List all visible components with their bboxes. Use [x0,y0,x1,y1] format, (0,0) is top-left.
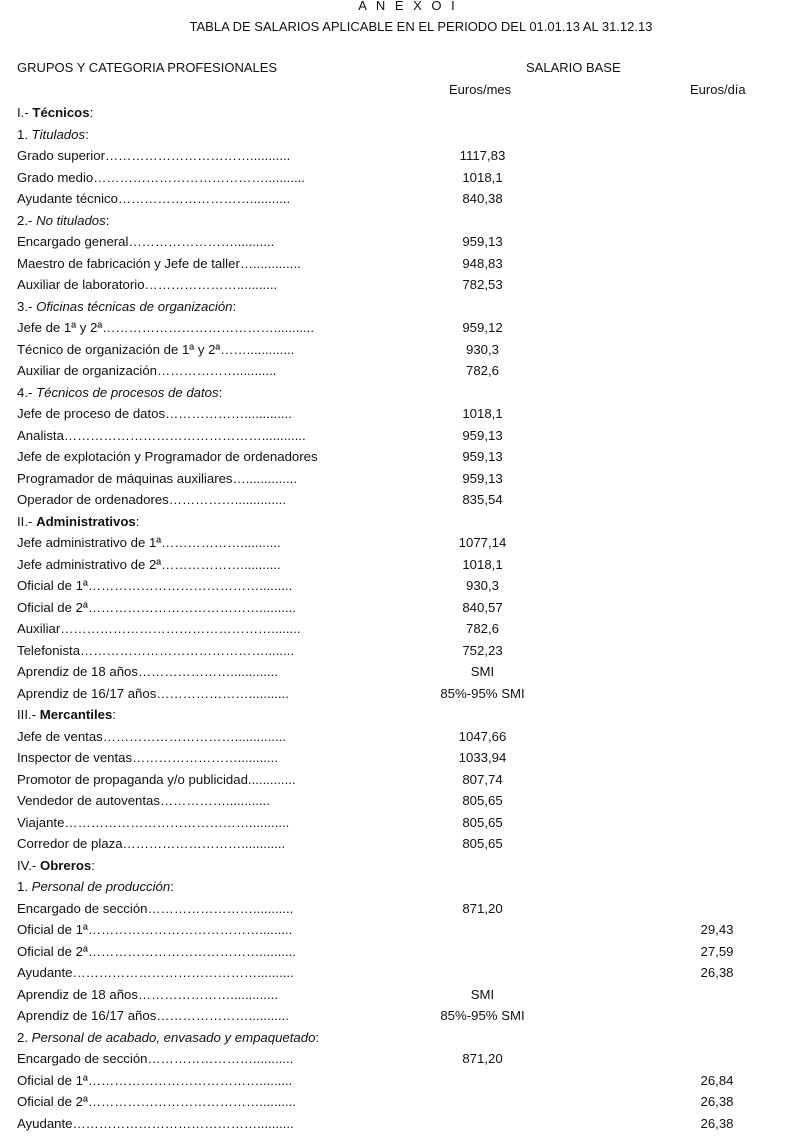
category-label: Ayudante…………………………………….......... [17,1115,294,1131]
table-row [17,941,787,963]
table-row [17,833,787,855]
salary-month-value: 1117,83 [459,148,506,163]
heading-colon: : [89,105,94,120]
salary-month-value: 782,53 [462,277,503,292]
table-row [17,317,787,339]
salary-month-value: 1077,14 [458,535,507,550]
table-row [17,769,787,791]
salary-month-value: 1033,94 [458,750,507,765]
salary-month-value: 805,65 [462,836,503,851]
table-row [17,575,787,597]
heading-text: Mercantiles [39,707,113,722]
category-label: Encargado de sección……………………........... [17,900,294,916]
table-row [17,425,787,447]
subsection-title [17,382,222,404]
category-label: Oficial de 1ª…………………………………......... [17,1072,293,1088]
table-row [17,339,787,361]
table-row [17,618,787,640]
salary-table [17,102,787,1134]
heading-number: 1. [17,126,32,142]
salary-month-value: 835,54 [462,492,503,507]
salary-month-value: 1018,1 [462,556,503,572]
subsection-heading [17,296,787,318]
salary-month-value: 959,13 [462,234,503,249]
category-label: Oficial de 1ª…………………………………......... [17,922,293,937]
subsection-title [17,210,109,232]
table-row [17,446,787,468]
category-label: Jefe administrativo de 2ª………………........... [17,556,281,572]
salary-month-value: 959,13 [462,470,503,486]
salary-month-value: 782,6 [465,621,499,636]
heading-text: Oficinas técnicas de organización [36,298,233,314]
heading-text: Obreros [39,857,92,873]
table-row [17,468,787,490]
heading-text: Técnicos de procesos de datos [36,384,219,400]
heading-text: Administrativos [36,513,136,529]
section-heading [17,511,787,533]
heading-colon: : [112,707,116,722]
subsection-heading [17,210,787,232]
table-row [17,403,787,425]
table-row [17,812,787,834]
table-row [17,898,787,920]
salary-month-value: 871,20 [462,1051,503,1066]
subsection-title [17,1027,319,1049]
annex-title: A N E X O I [358,0,458,13]
table-row [17,1048,787,1070]
salary-month-value: 840,57 [462,599,503,615]
salary-month-value: 959,13 [462,449,503,464]
subsection-title [17,124,89,146]
table-row [17,683,787,705]
salary-month-value: 840,38 [462,191,503,206]
category-label: Oficial de 2ª………………………………….......... [17,599,296,615]
table-row [17,747,787,769]
section-title [17,704,116,726]
category-label: Encargado general……………………........... [17,234,275,249]
category-label: Aprendiz de 16/17 años…………………........... [17,1008,289,1023]
heading-colon: : [170,879,174,894]
subsection-heading [17,124,787,146]
table-row [17,231,787,253]
column-header-groups: GRUPOS Y CATEGORIA PROFESIONALES [17,60,278,75]
category-label: Inspector de ventas……………………........... [17,750,278,765]
category-label: Jefe de 1ª y 2ª…………………………………........... [17,320,315,335]
subsection-heading [17,382,787,404]
category-label: Jefe de proceso de datos………………............. [17,406,292,421]
heading-text: Personal de producción [31,879,171,894]
salary-month-value: 959,13 [462,427,503,443]
table-row [17,253,787,275]
table-title: TABLA DE SALARIOS APLICABLE EN EL PERIODO DEL 01.01.13 AL 31.12.13 [189,19,653,34]
category-label: Viajante……………………………………........... [17,814,290,830]
salary-day-value: 26,84 [700,1072,734,1088]
salary-month-value: SMI [470,986,495,1002]
heading-number: 3.- [17,298,37,314]
category-label: Jefe de explotación y Programador de ordenadores [17,449,318,464]
table-row [17,360,787,382]
salary-month-value: 959,12 [462,320,503,335]
table-row [17,274,787,296]
salary-month-value: 1018,1 [462,169,503,185]
category-label: Auxiliar…………………………………………........ [17,621,301,636]
table-row [17,1091,787,1113]
section-title [17,855,95,877]
salary-day-value: 26,38 [700,965,734,980]
heading-number: IV.- [17,857,40,873]
category-label: Oficial de 2ª………………………………….......... [17,1094,296,1109]
category-label: Vendedor de autoventas……………............ [17,793,270,808]
heading-number: 2.- [17,212,37,228]
heading-text: Personal de acabado, envasado y empaquetado [31,1029,316,1045]
category-label: Maestro de fabricación y Jefe de taller…............. [17,255,301,271]
category-label: Aprendiz de 18 años…………………............. [17,986,278,1002]
table-row [17,790,787,812]
section-title [17,102,93,124]
table-row [17,1070,787,1092]
category-label: Analista………………………………………............ [17,427,306,443]
salary-month-value: 752,23 [462,642,503,658]
table-row [17,597,787,619]
salary-month-value: 930,3 [465,578,499,593]
category-label: Jefe administrativo de 1ª………………........... [17,535,281,550]
category-label: Aprendiz de 16/17 años…………………........... [17,685,289,701]
section-heading [17,102,787,124]
heading-colon: : [218,384,223,400]
category-label: Programador de máquinas auxiliares….............. [17,470,297,486]
category-label: Grado superior……………………………........... [17,148,291,163]
category-label: Corredor de plaza………………………............ [17,836,286,851]
category-label: Ayudante técnico…………………………........... [17,191,291,206]
heading-number: I.- [17,105,33,120]
table-row [17,1005,787,1027]
heading-colon: : [105,212,110,228]
subsection-title [17,876,174,898]
table-row [17,919,787,941]
table-row [17,532,787,554]
subsection-heading [17,1027,787,1049]
table-row [17,661,787,683]
column-header-euros-day: Euros/día [690,82,746,97]
salary-month-value: 871,20 [462,900,503,916]
salary-day-value: 29,43 [700,922,734,937]
category-label: Ayudante…………………………………….......... [17,965,294,980]
column-header-base-salary: SALARIO BASE [526,60,621,75]
salary-month-value: 85%-95% SMI [440,685,525,701]
heading-colon: : [91,857,95,873]
heading-number: 2. [17,1029,32,1045]
table-row [17,145,787,167]
salary-day-value: 26,38 [700,1115,734,1131]
table-row [17,962,787,984]
category-label: Grado medio…………………………………........... [17,169,305,185]
salary-month-value: 930,3 [465,341,499,357]
column-header-euros-month: Euros/mes [449,82,512,97]
heading-number: 4.- [17,384,37,400]
salary-month-value: 782,6 [465,363,499,378]
table-row [17,984,787,1006]
section-heading [17,704,787,726]
category-label: Operador de ordenadores…………….............. [17,492,286,507]
salary-month-value: 85%-95% SMI [440,1008,525,1023]
heading-text: Titulados [31,126,86,142]
category-label: Oficial de 1ª…………………………………......... [17,578,293,593]
category-label: Jefe de ventas………………………….............. [17,728,286,744]
salary-month-value: 948,83 [462,255,503,271]
section-title [17,511,139,533]
heading-colon: : [315,1029,320,1045]
salary-day-value: 26,38 [700,1094,734,1109]
salary-day-value: 27,59 [700,943,734,959]
table-row [17,167,787,189]
category-label: Promotor de propaganda y/o publicidad............. [17,771,296,787]
table-row [17,726,787,748]
category-label: Auxiliar de organización………………........... [17,363,277,378]
category-label: Auxiliar de laboratorio…………………........... [17,277,278,292]
subsection-heading [17,876,787,898]
heading-number: 1. [17,879,32,894]
heading-number: III.- [17,707,40,722]
heading-colon: : [135,513,140,529]
table-row [17,554,787,576]
category-label: Aprendiz de 18 años…………………............. [17,664,278,679]
category-label: Telefonista……………………………………........ [17,642,294,658]
heading-colon: : [232,298,237,314]
category-label: Técnico de organización de 1ª y 2ª……............. [17,341,295,357]
section-heading [17,855,787,877]
salary-month-value: SMI [470,664,495,679]
table-row [17,188,787,210]
salary-month-value: 805,65 [462,793,503,808]
table-row [17,640,787,662]
salary-month-value: 1018,1 [462,406,503,421]
heading-number: II.- [17,513,37,529]
heading-text: Técnicos [32,105,90,120]
subsection-title [17,296,236,318]
salary-month-value: 807,74 [462,771,503,787]
table-row [17,489,787,511]
heading-text: No titulados [36,212,106,228]
salary-month-value: 1047,66 [458,728,507,744]
table-row [17,1113,787,1135]
heading-colon: : [85,126,89,142]
category-label: Encargado de sección……………………........... [17,1051,294,1066]
category-label: Oficial de 2ª………………………………….......... [17,943,296,959]
salary-month-value: 805,65 [462,814,503,830]
